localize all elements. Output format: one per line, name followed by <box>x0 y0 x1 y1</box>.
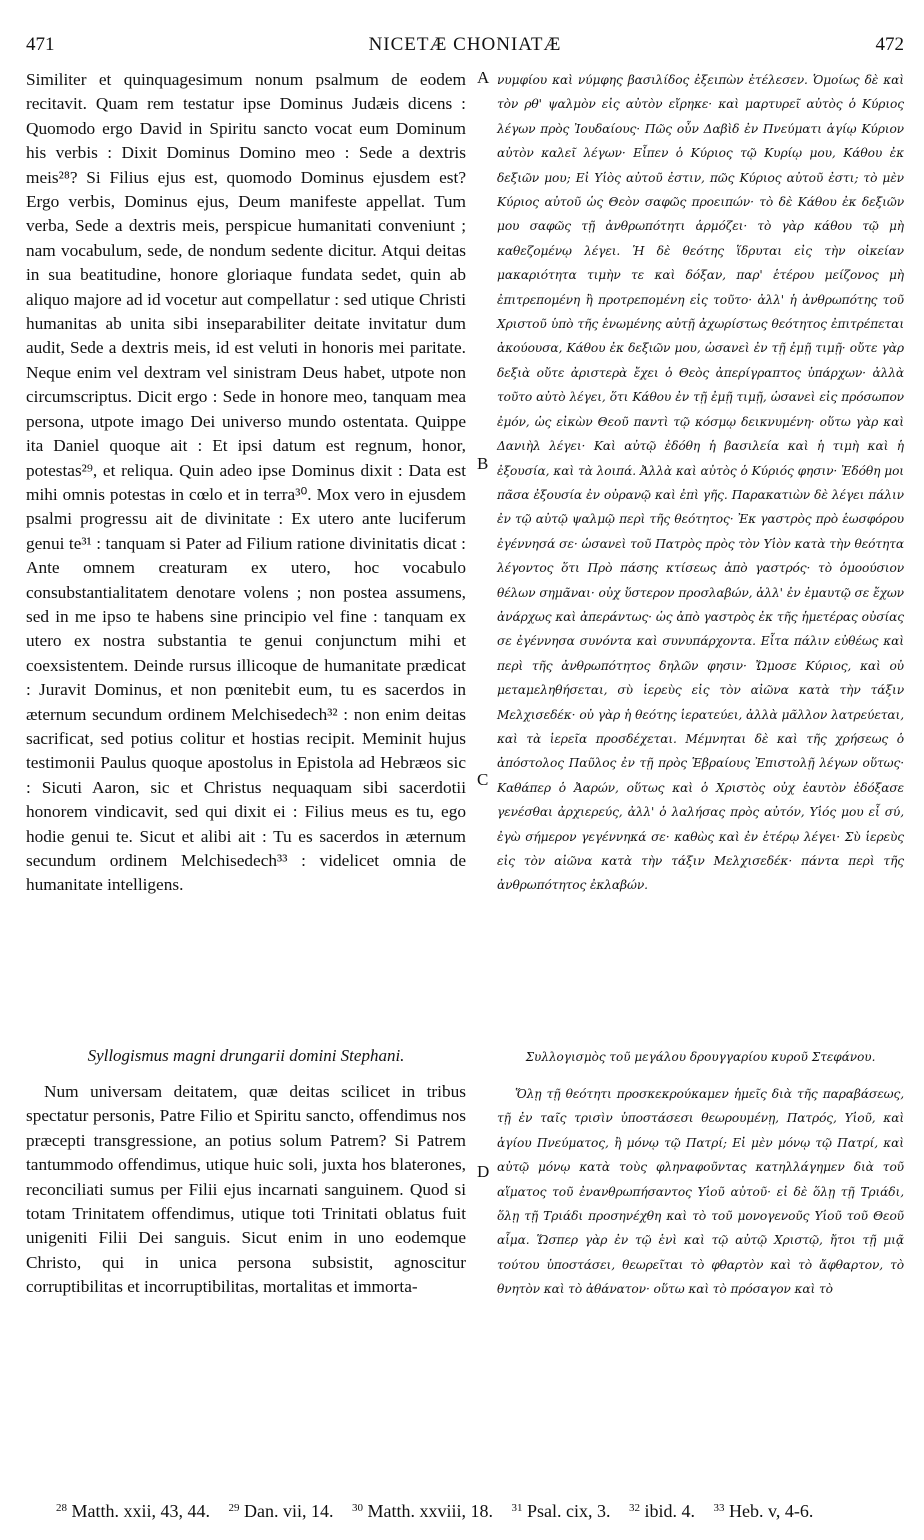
greek-column-lower <box>497 1082 904 1302</box>
footnote-text: Heb. v, 4-6. <box>729 1501 814 1521</box>
margin-letter-d: D <box>477 1162 490 1181</box>
footnote-number: 31 <box>511 1502 523 1514</box>
footnotes <box>26 1496 904 1524</box>
page-number-right: 472 <box>875 34 904 55</box>
footnote-number: 28 <box>56 1502 67 1514</box>
greek-paragraph-1: νυμφίου καὶ νύμφης βασιλίδος ἐξειπὼν ἐτέλεσεν. Ὁμοίως δὲ καὶ τὸν ρθ' ψαλμὸν εἰς αὐτὸν εἴρηκε· καὶ μαρτυρεῖ αὐτὸς ὁ Κύριος λέγων πρὸς Ἰουδαίους· Πῶς οὖν Δαβὶδ ἐν Πνεύματι ἁγίῳ Κύριον αὐτὸν καλεῖ λέγων· Εἶπεν ὁ Κύριος τῷ Κυρίῳ μου, Κάθου ἐκ δεξιῶν μου; Εἰ Υἱὸς αὐτοῦ ἐστιν, πῶς Κύριος αὐτοῦ ἐστι; τὸ μὲν Κύριος αὐτοῦ ὡς Θεὸν σαφῶς προειπών· τὸ δὲ Κάθου ἐκ δεξιῶν μου σαφῶς τῇ ἀνθρωπότητι ἁρμόζει· τὸ γὰρ κάθου τῷ μὴ καθεζομένῳ λέγει. Ἡ δὲ θεότης ἵδρυται εἰς τὴν οἰκείαν μακαριότητα τιμὴν τε καὶ δόξαν, παρ' ἑτέρου μείζονος μὴ ἐπιτρεπομένη ἢ προτρεπομένη εἰς τοῦτο· ἀλλ' ἡ ἀνθρωπότης τοῦ Χριστοῦ ὑπὸ τῆς ἑνωμένης αὐτῇ ἀχωρίστως θεότητος ἐπιτρέπεται ἀκούουσα, Κάθου ἐκ δεξιῶν μου, ὡσανεὶ ἐν τῇ ἐμῇ τιμῇ· οὔτε γὰρ δεξιὰ οὔτε ἀριστερὰ ἔχει ὁ Θεὸς ἀπερίγραπτος ὑπάρχων· ἀλλὰ τοῦτο αὐτὸ λέγει, ὅτι Κάθου ἐν τῇ ἐμῇ τιμῇ, ὡσανεὶ εἰς πρόσωπον ἐμόν, ὡς εἰκὼν Θεοῦ παντὶ τῷ κόσμῳ δεικνυμένη· οὕτω γὰρ καὶ Δανιὴλ λέγει· Καὶ αὐτῷ ἐδόθη ἡ βασιλεία καὶ ἡ τιμὴ καὶ ἡ ἐξουσία, καὶ τὰ λοιπά. Ἀλλὰ καὶ αὐτὸς ὁ Κύριός φησιν· Ἐδόθη μοι πᾶσα ἐξουσία ἐν οὐρανῷ καὶ ἐπὶ γῆς. Παρακατιὼν δὲ λέγει πάλιν ἐν τῷ αὐτῷ ψαλμῷ περὶ τῆς θεότητος· Ἐκ γαστρὸς πρὸ ἑωσφόρου ἐγέννησά σε· ὡσανεὶ τοῦ Πατρὸς πρὸς τὸν Υἱὸν κατὰ τὴν θεότητα λέγοντος ὅτι Πρὸ πάσης κτίσεως ἀπὸ γαστρός· τὸ ὁμοούσιον θέλων σημᾶναι· οὐχ ὕστερον προσλαβών, ἀλλ' ἐν ἐμαυτῷ σε ἔχων ἀνάρχως καὶ ἀπεράντως· ὡς ἀπὸ γαστρὸς ἐκ τῆς ἡμετέρας οὐσίας σε ἐγέννησα συνόντα καὶ συνυπάρχοντα. Εἶτα πάλιν εὐθέως καὶ περὶ τῆς ἀνθρωπότητος δηλῶν φησιν· Ὤμοσε Κύριος, καὶ οὐ μεταμεληθήσεται, σὺ ἱερεὺς εἰς τὸν αἰῶνα κατὰ τὴν τάξιν Μελχισεδέκ· οὐ γὰρ ἡ θεότης ἱερατεύει, ἀλλὰ μᾶλλον λατρεύεται, καὶ τὰ ἱερεῖα προσδέχεται. Μέμνηται δὲ καὶ τῆς χρήσεως ὁ ἀπόστολος Παῦλος ἐν τῇ πρὸς Ἑβραίους Ἐπιστολῇ λέγων οὕτως· Καθάπερ ὁ Ἀαρών, οὕτως καὶ ὁ Χριστὸς οὐχ ἑαυτὸν ἐδόξασε γενέσθαι ἀρχιερεύς, ἀλλ' ὁ λαλήσας πρὸς αὐτόν, Υἱός μου εἶ σύ, ἐγὼ σήμερον γεγέννηκά σε· καθὼς καὶ ἐν ἑτέρῳ λέγει· Σὺ ἱερεὺς εἰς τὸν αἰῶνα κατὰ τὴν τάξιν Μελχισεδέκ· πάντα περὶ τῆς ἀνθρωπότητος ἐκλαβών. <box>497 73 904 893</box>
footnote-text: ibid. 4. <box>644 1501 696 1521</box>
margin-letter-b: B <box>477 454 489 473</box>
latin-column-upper <box>26 68 466 898</box>
page-number-left: 471 <box>26 34 55 55</box>
greek-section-title: Συλλογισμὸς τοῦ μεγάλου δρουγγαρίου κυροῦ Στεφάνου. <box>525 1050 876 1064</box>
greek-column-upper <box>497 68 904 898</box>
greek-section-heading <box>497 1050 904 1064</box>
latin-column-lower <box>26 1080 466 1300</box>
latin-section-heading <box>26 1046 466 1066</box>
latin-paragraph-1: Similiter et quinquagesimum nonum psalmum de eodem recitavit. Quam rem testatur ipse Dominus Judæis dicens : Quomodo ergo David in Spiritu sancto vocat eum Dominum his verbis : Dixit Dominus Domino meo : Sede a dextris meis²⁸? Si Filius ejus est, quomodo Dominus ejusdem est? Ergo verbis, Dominus ejus, Deum manifeste appellat. Tum verba, Sede a dextris meis, perspicue humanitati conveniunt ; nam vocabulum, sede, de nondum sedente dicitur. Atqui deitas in sua beatitudine, honore gloriaque fundata sedet, quin ab aliquo majore ad id vocetur aut compellatur : sed utique Christi humanitas ab unita sibi inseparabiliter deitate invitatur dum audit, Sede a dextris meis, id est veluti in honoris mei paritate. Neque enim vel dextram vel sinistram Deus habet, utpote non circumscriptus. Dicit ergo : Sede in honore meo, tanquam mea persona, utpote imago Dei universo mundo ostentata. Quippe ita Daniel quoque ait : Et ipsi datum est regnum, honor, potestas²⁹, et reliqua. Quin adeo ipse Dominus dixit : Data est mihi omnis potestas in cœlo et in terra³⁰. Mox vero in ejusdem psalmi progressu ait de divinitate : Ex utero ante luciferum genui te³¹ : tanquam si Pater ad Filium ratione divinitatis dicat : Ante omnem creaturam ex utero, hoc vocabulo consubstantialitatem denotare volens ; non postea assumens, sed in me ipso te habens sine principio vel fine : tanquam ex utero ex nostra substantia te genui conjunctum mihi et coexsistentem. Deinde rursus illicoque de humanitate prædicat : Juravit Dominus, et non pœnitebit eum, tu es sacerdos in æternum secundum ordinem Melchisedech³² : non enim deitas sacrificat, sed potius colitur et hostias recipit. Meminit hujus testimonii Paulus quoque apostolus in Epistola ad Hebræos sic : Sicuti Aaron, sic et Christus nequaquam sibi sacerdotii honorem vindicavit, sed qui dixit ei : Filius meus es tu, ego hodie genui te. Sicut et alibi ait : Tu es sacerdos in æternum secundum ordinem Melchisedech³³ : videlicet omnia de humanitate intelligens. <box>26 70 466 895</box>
footnote-number: 29 <box>228 1502 240 1514</box>
latin-paragraph-2: Num universam deitatem, quæ deitas scilicet in tribus spectatur personis, Patre Filio et Spiritu sancto, offendimus nos præcepti transgressione, an potius solum Patrem? Si Patrem tantummodo offendimus, utique huic soli, juxta hos blaterones, reconciliati sumus per Filii ejus incarnati sanguinem. Quod si totam Trinitatem offendimus, utique toti Trinitati oblatus fuit unigeniti Filii Dei sanguis. Sicut enim in uno eodemque Christo, qui in unica persona subsistit, agnoscitur corruptibilitas et incorruptibilitas, mortalitas et immorta- <box>26 1082 466 1297</box>
latin-section-title: Syllogismus magni drungarii domini Stephani. <box>87 1046 405 1065</box>
footnote-number: 33 <box>713 1502 725 1514</box>
footnote-text: Matth. xxii, 43, 44. <box>71 1501 210 1521</box>
running-title: NICETÆ CHONIATÆ <box>368 34 562 55</box>
running-header <box>26 34 904 60</box>
margin-letter-c: C <box>477 770 489 789</box>
footnote-text: Matth. xxviii, 18. <box>367 1501 493 1521</box>
footnote-text: Psal. cix, 3. <box>527 1501 611 1521</box>
footnote-number: 30 <box>352 1502 363 1514</box>
footnote-number: 32 <box>629 1502 640 1514</box>
footnote-text: Dan. vii, 14. <box>244 1501 334 1521</box>
margin-letter-a: A <box>477 68 490 87</box>
greek-paragraph-2: Ὅλῃ τῇ θεότητι προσκεκρούκαμεν ἡμεῖς διὰ τῆς παραβάσεως, τῇ ἐν ταῖς τρισὶν ὑποστάσεσι θεωρουμένῃ, Πατρός, Υἱοῦ, καὶ ἁγίου Πνεύματος, ἢ μόνῳ τῷ Πατρί; Εἰ μὲν μόνῳ τῷ Πατρί, καὶ αὐτῷ μόνῳ κατὰ τοὺς φληναφοῦντας κατηλλάγημεν διὰ τοῦ αἵματος τοῦ ἐνανθρωπήσαντος Υἱοῦ αὐτοῦ· εἰ δὲ ὅλῃ τῇ Τριάδι, ὅλῃ τῇ Τριάδι προσηνέχθη καὶ τὸ τοῦ μονογενοῦς Υἱοῦ τοῦ Θεοῦ αἷμα. Ὥσπερ γὰρ ἐν τῷ ἑνὶ καὶ τῷ αὐτῷ Χριστῷ, ἤτοι τῇ μιᾷ τούτου ὑποστάσει, θεωρεῖται τὸ φθαρτὸν καὶ τὸ ἄφθαρτον, τὸ θνητὸν καὶ τὸ ἀθάνατον· οὕτω καὶ τὸ πρόσαγον καὶ τὸ <box>497 1087 904 1297</box>
